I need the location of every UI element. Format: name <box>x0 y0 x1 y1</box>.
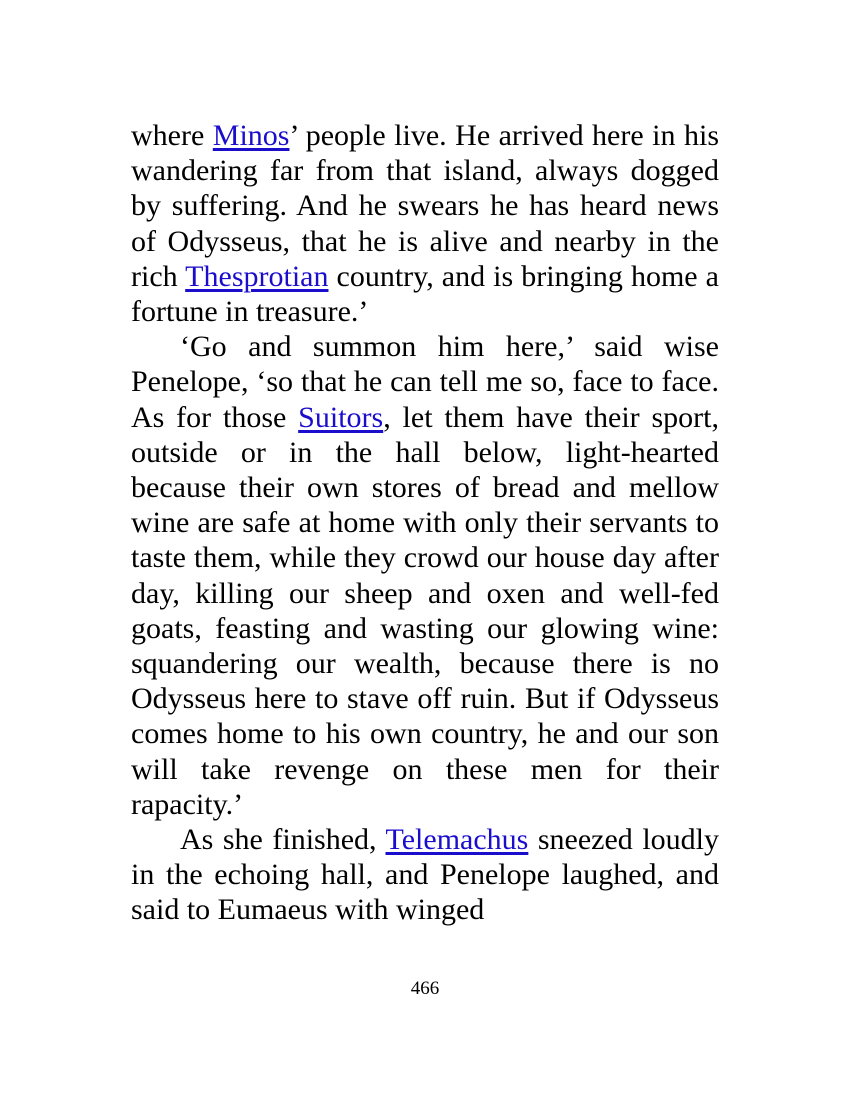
link-telemachus[interactable]: Telemachus <box>385 823 529 857</box>
link-thesprotian[interactable]: Thesprotian <box>185 259 329 293</box>
paragraph-2 <box>131 329 719 822</box>
paragraph-3 <box>131 822 719 928</box>
document-page <box>131 118 719 928</box>
text-span: As she finished, <box>180 823 386 857</box>
text-span: country, and is bringing home a fortune in treasure.’ <box>131 259 719 329</box>
link-suitors[interactable]: Suitors <box>298 400 384 434</box>
text-span: where <box>131 119 213 152</box>
paragraph-1 <box>131 118 719 329</box>
text-span: ’ people live. He arrived here in his wandering far from that island, always dogged by suffering. And he swears he has heard news of Odysseus, that he is alive and nearby in the rich <box>131 119 719 293</box>
text-span: ‘Go and summon him here,’ said wise Penelope, ‘so that he can tell me so, face to face. As for those <box>131 330 719 434</box>
text-span: , let them have their sport, outside or in the hall below, light-hearted because their own stores of bread and mellow wine are safe at home with only their servants to taste them, while they crowd our house day after day, killing our sheep and oxen and well-fed goats, feasting and wasting our glowing wine: squandering our wealth, because there is no Odysseus here to stave off ruin. But if Odysseus comes home to his own country, he and our son will take revenge on these men for their rapacity.’ <box>131 400 719 821</box>
page-number: 466 <box>410 978 440 999</box>
link-minos[interactable]: Minos <box>212 119 290 152</box>
text-span: sneezed loudly in the echoing hall, and Penelope laughed, and said to Eumaeus with winged <box>131 823 719 927</box>
